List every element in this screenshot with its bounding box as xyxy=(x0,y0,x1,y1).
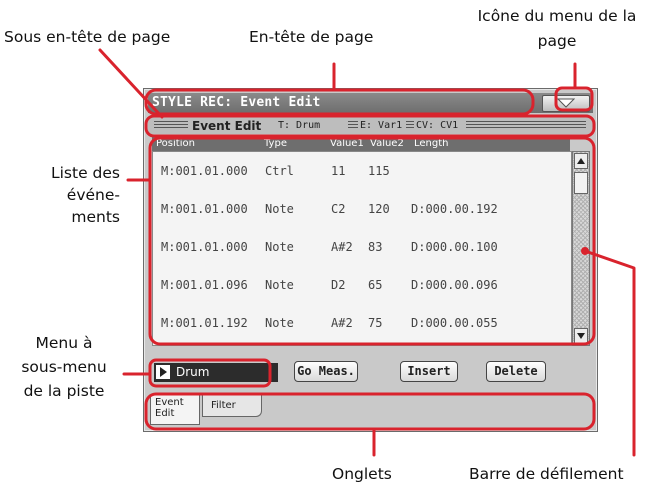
callout-tabs: Onglets xyxy=(332,465,392,483)
callout-page-subheader: Sous en-tête de page xyxy=(4,28,171,46)
event-value2: 65 xyxy=(368,278,383,292)
tab-filter[interactable] xyxy=(202,395,262,417)
page-title: STYLE REC: Event Edit xyxy=(152,95,321,110)
event-length: D:000.00.055 xyxy=(411,316,498,330)
subheader-chord-variation: CV: CV1 xyxy=(416,120,459,131)
subheader-stripes-left xyxy=(154,121,188,130)
subheader-title: Event Edit xyxy=(192,119,262,133)
track-submenu-arrow[interactable] xyxy=(156,365,170,379)
event-type: Ctrl xyxy=(265,164,294,178)
column-value1: Value1 xyxy=(330,138,364,149)
page-header xyxy=(148,93,593,113)
callout-event-list-line1: Liste des xyxy=(50,164,120,182)
subheader-track: T: Drum xyxy=(278,120,321,131)
event-value1: A#2 xyxy=(331,240,353,254)
tab-event-edit-line1: Event xyxy=(155,397,184,408)
delete-button[interactable]: Delete xyxy=(486,361,546,382)
column-type: Type xyxy=(264,138,287,149)
event-row[interactable] xyxy=(153,152,571,190)
event-type: Note xyxy=(265,240,294,254)
event-value2: 75 xyxy=(368,316,383,330)
event-row[interactable] xyxy=(153,266,571,304)
event-list[interactable] xyxy=(152,151,572,346)
tabs-area xyxy=(148,395,593,429)
event-row[interactable] xyxy=(153,228,571,266)
event-list-header xyxy=(152,137,570,151)
scrollbar-thumb[interactable] xyxy=(574,172,588,194)
subheader-stripes-cv xyxy=(406,121,414,130)
event-row[interactable] xyxy=(153,304,571,342)
event-value1: 11 xyxy=(331,164,346,178)
track-submenu-value: Drum xyxy=(176,365,210,379)
go-meas-button[interactable]: Go Meas. xyxy=(294,361,358,382)
callout-track-submenu-line3: de la piste xyxy=(23,382,105,400)
event-value1: A#2 xyxy=(331,316,353,330)
event-value1: C2 xyxy=(331,202,346,216)
callout-track-submenu-line2: sous-menu xyxy=(21,358,107,376)
page-subheader xyxy=(148,117,593,134)
page-menu-button[interactable] xyxy=(542,95,590,112)
callout-event-list xyxy=(10,162,120,228)
event-value2: 120 xyxy=(368,202,390,216)
event-value2: 83 xyxy=(368,240,383,254)
arrow-down-icon xyxy=(577,333,585,339)
event-position: M:001.01.096 xyxy=(161,278,248,292)
event-type: Note xyxy=(265,278,294,292)
column-value2: Value2 xyxy=(370,138,404,149)
column-length: Length xyxy=(414,138,449,149)
callout-track-submenu-line1: Menu à xyxy=(35,334,93,352)
tab-filter-label: Filter xyxy=(211,400,236,411)
event-position: M:001.01.000 xyxy=(161,202,248,216)
insert-button[interactable]: Insert xyxy=(400,361,458,382)
event-length: D:000.00.100 xyxy=(411,240,498,254)
device-screen xyxy=(143,88,598,432)
subheader-variation: E: Var1 xyxy=(360,120,403,131)
callout-event-list-line3: ments xyxy=(71,208,120,226)
column-position: Position xyxy=(156,138,195,149)
callout-event-list-line2: événe- xyxy=(66,186,120,204)
callout-page-menu-icon-line2: page xyxy=(537,32,577,50)
subheader-stripes-right xyxy=(466,121,586,130)
scroll-down-button[interactable] xyxy=(574,328,588,344)
callout-page-menu-icon-line1: Icône du menu de la xyxy=(477,7,637,25)
callout-track-submenu xyxy=(0,331,128,403)
event-value2: 115 xyxy=(368,164,390,178)
scrollbar[interactable] xyxy=(572,151,590,346)
event-position: M:001.01.192 xyxy=(161,316,248,330)
callout-page-menu-icon xyxy=(452,7,662,51)
play-triangle-icon xyxy=(160,367,167,377)
event-value1: D2 xyxy=(331,278,346,292)
callout-page-header: En-tête de page xyxy=(249,28,374,46)
track-submenu[interactable] xyxy=(154,363,278,382)
tab-event-edit[interactable] xyxy=(150,395,200,425)
event-length: D:000.00.096 xyxy=(411,278,498,292)
tab-event-edit-line2: Edit xyxy=(155,408,175,419)
event-position: M:001.01.000 xyxy=(161,240,248,254)
subheader-stripes-var xyxy=(348,121,358,130)
callout-scrollbar: Barre de défilement xyxy=(469,465,624,483)
tab-event-edit-label xyxy=(155,397,184,419)
scroll-up-button[interactable] xyxy=(574,153,588,169)
event-row[interactable] xyxy=(153,190,571,228)
arrow-up-icon xyxy=(577,158,585,164)
event-type: Note xyxy=(265,316,294,330)
event-position: M:001.01.000 xyxy=(161,164,248,178)
event-length: D:000.00.192 xyxy=(411,202,498,216)
page-menu-triangle-icon xyxy=(557,98,575,108)
event-type: Note xyxy=(265,202,294,216)
